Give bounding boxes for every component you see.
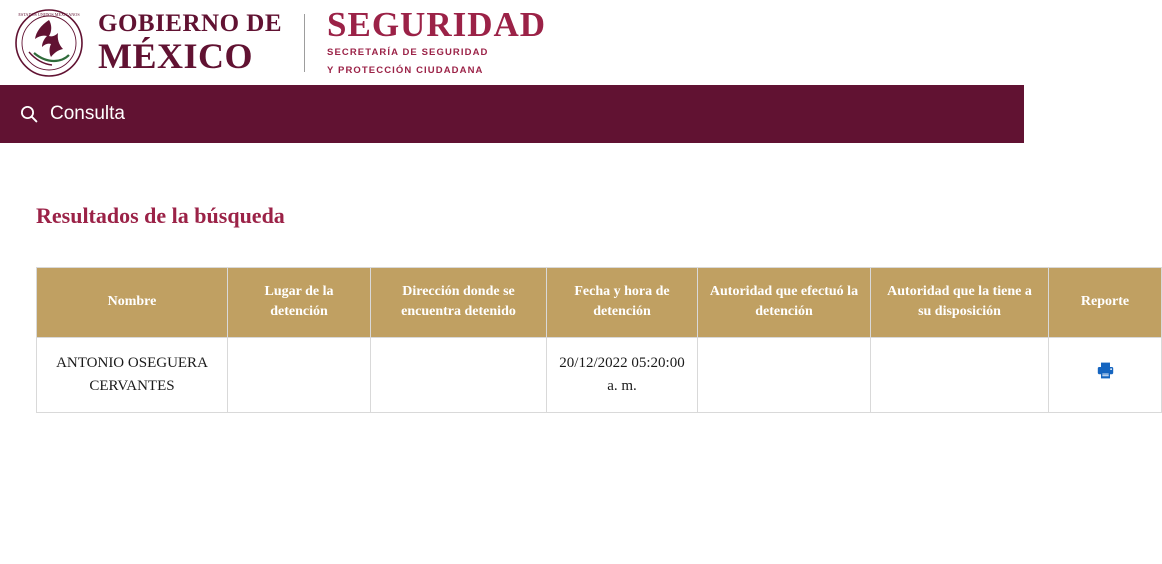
cell-nombre: ANTONIO OSEGUERA CERVANTES	[37, 337, 228, 413]
cell-fecha-hora-detencion: 20/12/2022 05:20:00 a. m.	[547, 337, 698, 413]
cell-autoridad-efectuo	[698, 337, 871, 413]
brand-divider	[304, 14, 305, 72]
consulta-label: Consulta	[50, 103, 125, 124]
cell-direccion-detenido	[371, 337, 547, 413]
escudo-nacional-mexico-icon	[14, 8, 84, 78]
cell-reporte	[1049, 337, 1162, 413]
table-header-row	[37, 268, 1162, 338]
column-header-autoridad-efectuo: Autoridad que efectuó la detención	[698, 268, 871, 338]
cell-autoridad-disposicion	[871, 337, 1049, 413]
consulta-nav-bar[interactable]	[0, 85, 1024, 143]
gob-line-1: GOBIERNO DE	[98, 10, 283, 37]
results-table-head	[37, 268, 1162, 338]
svg-text:ESTADOS UNIDOS MEXICANOS: ESTADOS UNIDOS MEXICANOS	[18, 11, 80, 17]
dependencia-subtitle-line-1: SECRETARÍA DE SEGURIDAD	[327, 47, 489, 59]
print-icon[interactable]	[1096, 361, 1115, 380]
dependencia-subtitle-line-2: Y PROTECCIÓN CIUDADANA	[327, 65, 484, 76]
brand-header	[0, 0, 1024, 85]
column-header-fecha-hora-detencion: Fecha y hora de detención	[547, 268, 698, 338]
brand-inner	[14, 7, 546, 78]
cell-lugar-detencion	[228, 337, 371, 413]
results-table	[36, 267, 1162, 413]
column-header-lugar-detencion: Lugar de la detención	[228, 268, 371, 338]
dependencia-title: SEGURIDAD	[327, 5, 547, 45]
page-title: Resultados de la búsqueda	[36, 203, 285, 228]
column-header-autoridad-disposicion: Autoridad que la tiene a su disposición	[871, 268, 1049, 338]
column-header-nombre: Nombre	[37, 268, 228, 338]
table-row	[37, 337, 1162, 413]
column-header-reporte: Reporte	[1049, 268, 1162, 338]
gobierno-wordmark	[98, 11, 282, 74]
search-icon	[20, 105, 38, 123]
dependencia-wordmark	[327, 7, 546, 78]
main-content	[0, 203, 1130, 413]
results-table-body	[37, 337, 1162, 413]
gob-line-2: MÉXICO	[98, 36, 253, 76]
column-header-direccion-detenido: Dirección donde se encuentra detenido	[371, 268, 547, 338]
